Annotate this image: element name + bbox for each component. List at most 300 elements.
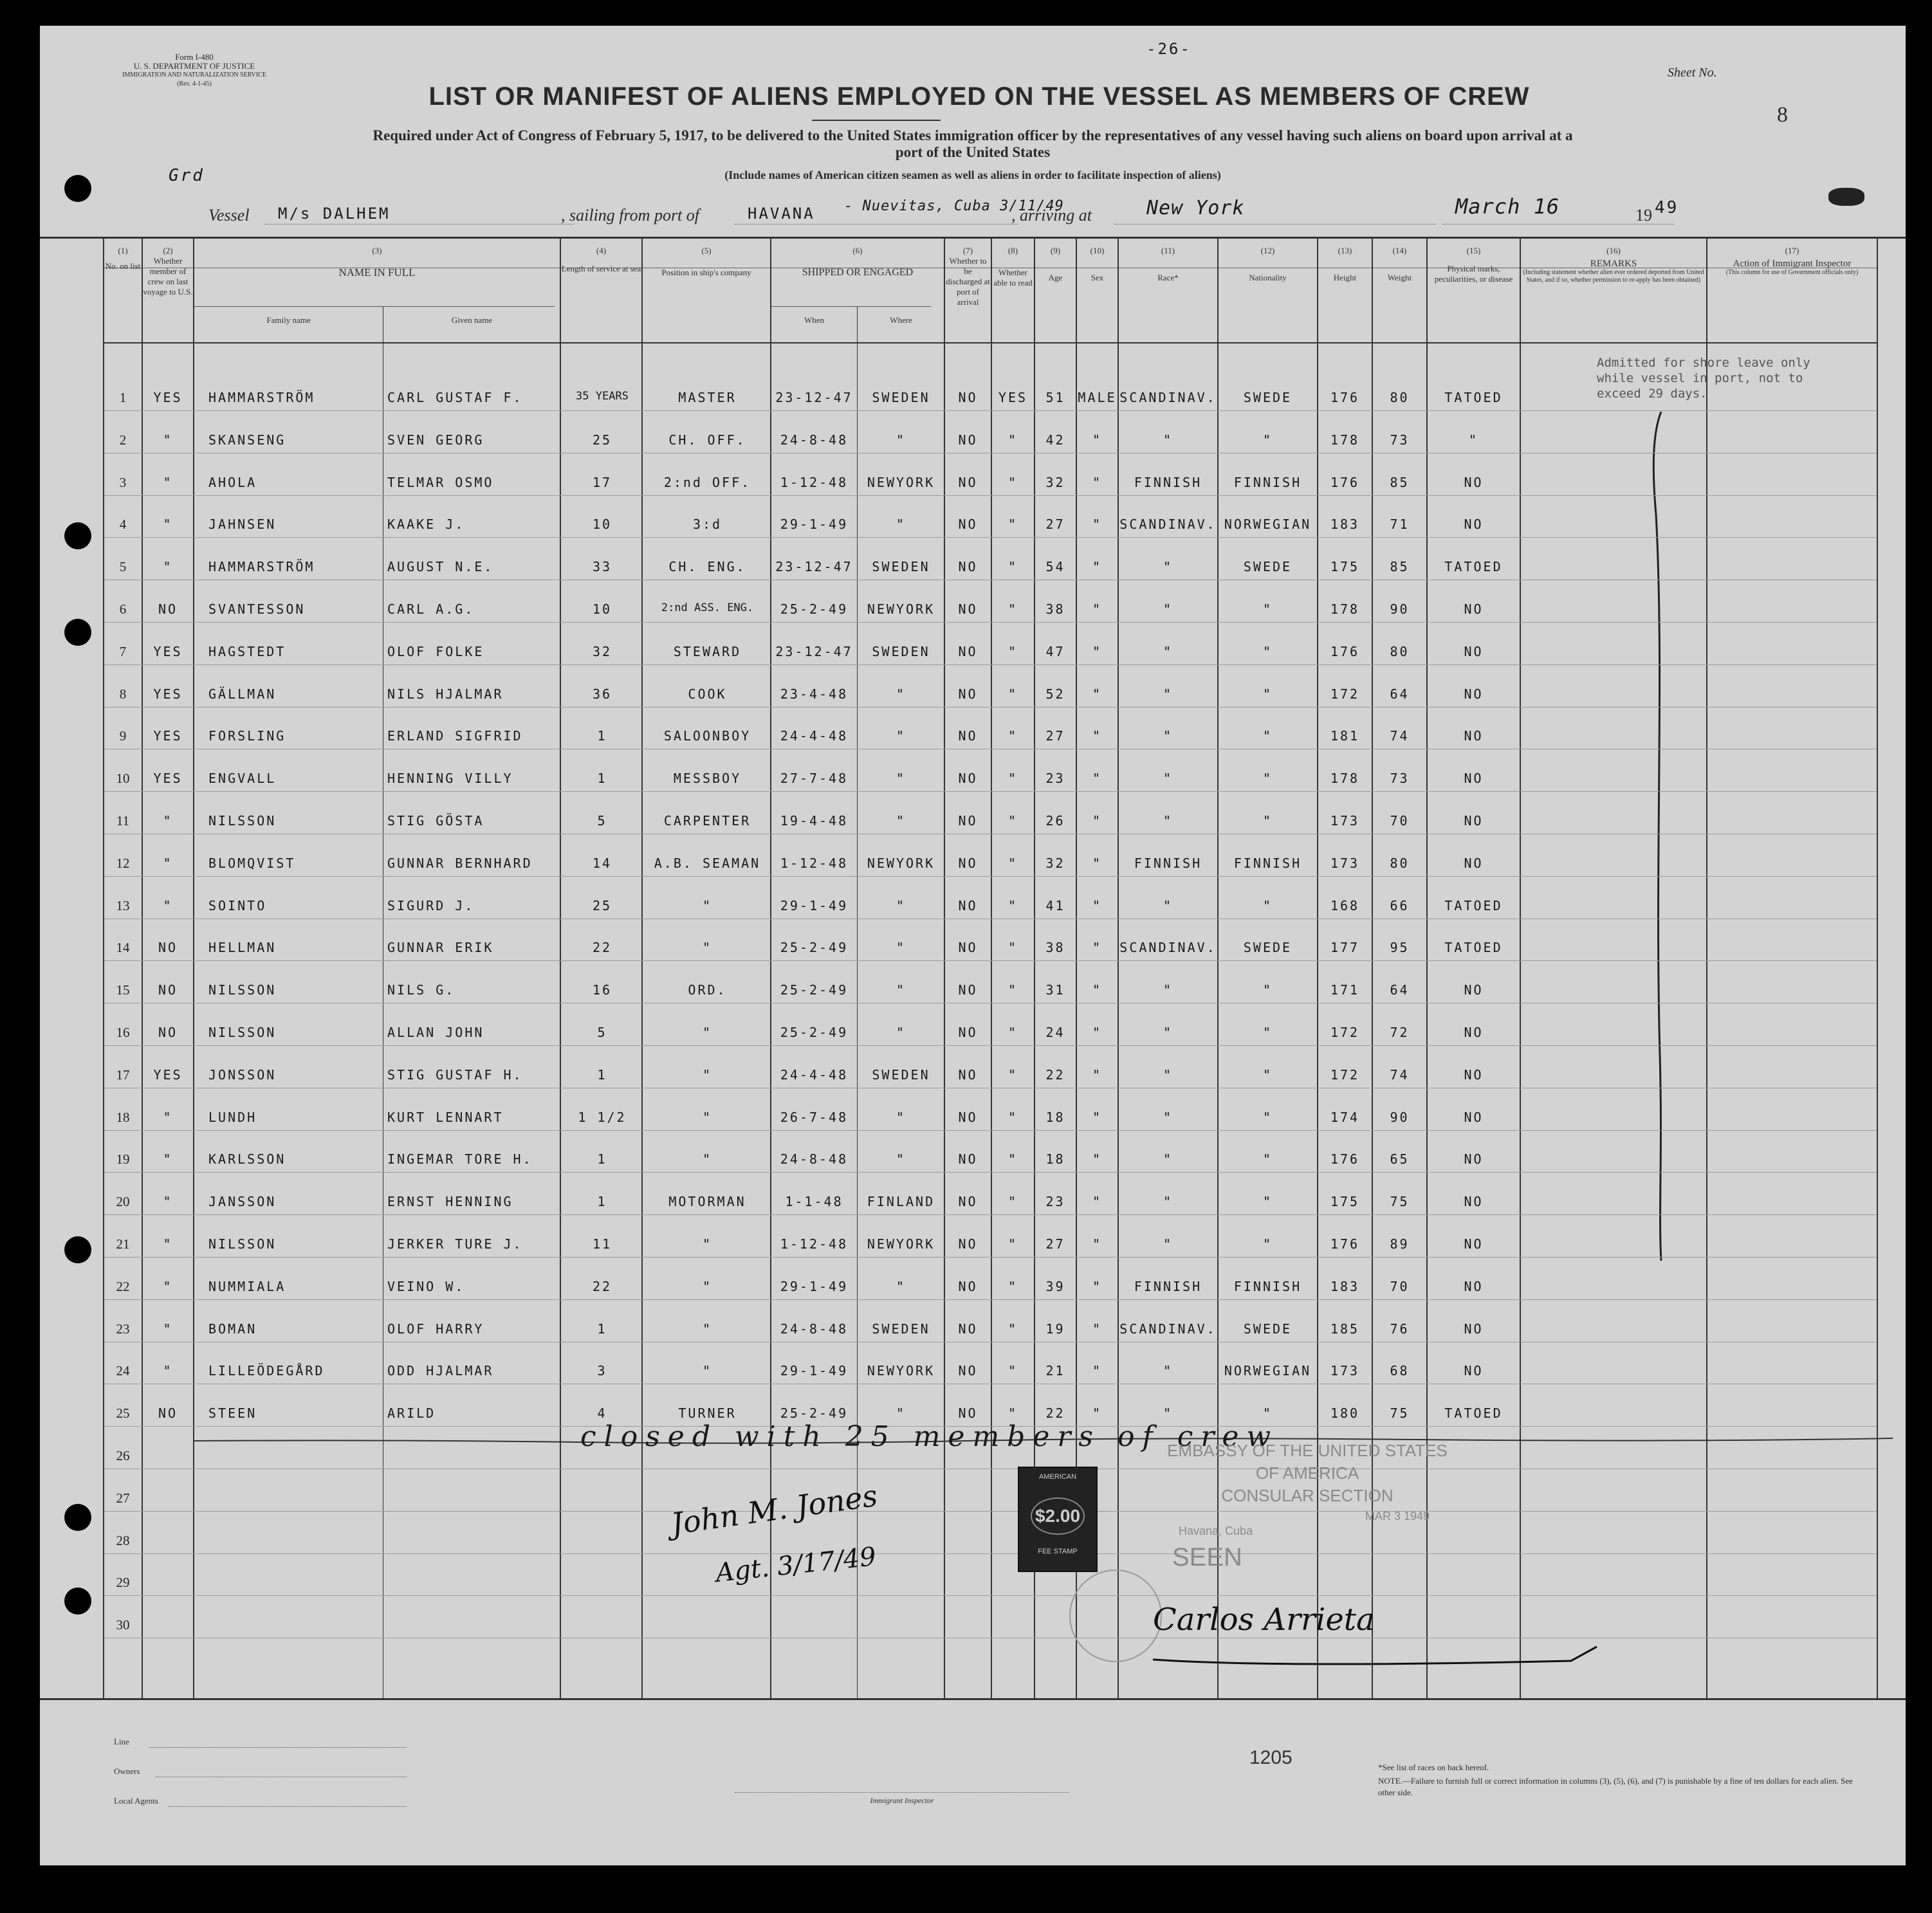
position-cell: SALOONBOY xyxy=(663,728,751,744)
nationality-cell: " xyxy=(1262,771,1273,787)
margin-note: Grd xyxy=(169,166,205,185)
row-rule xyxy=(104,1130,1877,1131)
shipped-where-cell: SWEDEN xyxy=(872,390,930,405)
height-cell: 171 xyxy=(1330,982,1360,998)
discharged-cell: NO xyxy=(958,771,978,787)
physical-marks-cell: NO xyxy=(1464,1278,1484,1294)
last-voyage-cell: NO xyxy=(158,1405,178,1422)
age-cell: 22 xyxy=(1045,1066,1065,1083)
shipped-when-cell: 25-2-49 xyxy=(780,940,849,956)
race-cell: SCANDINAV. xyxy=(1119,940,1217,956)
height-cell: 178 xyxy=(1330,601,1360,617)
age-cell: 31 xyxy=(1045,982,1065,998)
able-to-read-cell: " xyxy=(1007,1151,1018,1167)
weight-cell: 90 xyxy=(1390,601,1410,617)
embassy-line-3: CONSULAR SECTION xyxy=(1221,1486,1394,1505)
weight-cell: 80 xyxy=(1390,390,1410,405)
service-length-cell: 35 YEARS xyxy=(576,390,629,403)
form-id-block xyxy=(111,53,278,89)
sex-cell: " xyxy=(1092,643,1103,659)
age-cell: 26 xyxy=(1045,813,1065,828)
able-to-read-cell: " xyxy=(1007,643,1018,659)
last-voyage-cell: NO xyxy=(158,982,178,998)
discharged-cell: NO xyxy=(958,897,978,913)
nationality-cell: " xyxy=(1262,728,1273,744)
last-voyage-cell: NO xyxy=(158,601,178,617)
row-number: 17 xyxy=(116,1066,130,1083)
sex-cell: " xyxy=(1092,728,1103,744)
nationality-cell: FINNISH xyxy=(1233,474,1302,490)
service-length-cell: 10 xyxy=(592,517,612,533)
row-number: 15 xyxy=(116,982,130,998)
physical-marks-cell: NO xyxy=(1464,982,1484,998)
agents-label: Local Agents xyxy=(114,1796,158,1806)
given-name-cell: HENNING VILLY xyxy=(387,771,513,787)
shipped-when-cell: 26-7-48 xyxy=(780,1109,849,1125)
row-number: 6 xyxy=(119,601,127,617)
height-cell: 176 xyxy=(1330,1151,1360,1167)
discharged-cell: NO xyxy=(958,982,978,998)
position-cell: CARPENTER xyxy=(663,813,751,828)
service-length-cell: 11 xyxy=(592,1236,612,1252)
last-voyage-cell: " xyxy=(163,1151,173,1167)
height-cell: 178 xyxy=(1330,432,1360,448)
age-cell: 21 xyxy=(1045,1363,1065,1379)
shipped-where-cell: SWEDEN xyxy=(872,643,930,659)
when-subheader: When xyxy=(804,315,825,325)
position-cell: " xyxy=(702,1151,713,1167)
sex-cell: " xyxy=(1092,771,1103,787)
col-divider xyxy=(560,237,561,1698)
punch-hole xyxy=(64,1236,91,1263)
able-to-read-cell: " xyxy=(1007,940,1018,956)
footer-note: NOTE.—Failure to furnish full or correct information in columns (3), (5), (6), and (7) is punishable by a fine of ten dollars for each alien. See other side. xyxy=(1378,1776,1853,1797)
age-cell: 41 xyxy=(1045,897,1065,913)
signature-right-underline xyxy=(1153,1621,1603,1685)
service-length-cell: 33 xyxy=(592,559,612,575)
position-cell: STEWARD xyxy=(673,643,742,659)
weight-cell: 64 xyxy=(1390,686,1410,702)
shipped-where-cell: " xyxy=(896,432,906,448)
family-name-cell: BLOMQVIST xyxy=(208,855,296,871)
physical-marks-cell: NO xyxy=(1464,1363,1484,1379)
department-name: U. S. DEPARTMENT OF JUSTICE xyxy=(133,61,255,71)
family-name-cell: NUMMIALA xyxy=(208,1278,286,1294)
nationality-cell: SWEDE xyxy=(1243,559,1293,575)
given-name-cell: ERLAND SIGFRID xyxy=(387,728,523,744)
weight-cell: 95 xyxy=(1390,940,1410,956)
nationality-cell: SWEDE xyxy=(1243,1321,1293,1337)
shipped-when-cell: 25-2-49 xyxy=(780,982,849,998)
sex-cell: " xyxy=(1092,982,1103,998)
height-cell: 178 xyxy=(1330,771,1360,787)
punch-hole xyxy=(64,619,91,646)
shipped-where-cell: " xyxy=(896,897,906,913)
position-cell: MASTER xyxy=(678,390,737,405)
sailing-label: , sailing from port of xyxy=(561,206,700,224)
col-9-header: (9) Age xyxy=(1048,246,1063,282)
discharged-cell: NO xyxy=(958,1151,978,1167)
punch-hole xyxy=(64,1504,91,1531)
row-rule xyxy=(104,1257,1877,1258)
shipped-when-cell: 23-12-47 xyxy=(775,559,853,575)
position-cell: " xyxy=(702,1066,713,1083)
weight-cell: 89 xyxy=(1390,1236,1410,1252)
shipped-when-cell: 1-12-48 xyxy=(780,474,849,490)
col-17-header: (17) Action of Immigrant Inspector (This column for use of Government officials only) xyxy=(1725,246,1859,276)
row-number: 23 xyxy=(116,1321,130,1337)
family-name-cell: HAGSTEDT xyxy=(208,643,286,659)
shipped-where-cell: SWEDEN xyxy=(872,559,930,575)
shipped-when-cell: 24-4-48 xyxy=(780,1066,849,1083)
discharged-cell: NO xyxy=(958,517,978,533)
age-cell: 23 xyxy=(1045,1194,1065,1210)
shipped-when-cell: 24-4-48 xyxy=(780,728,849,744)
family-name-cell: ENGVALL xyxy=(208,771,277,787)
given-name-cell: ALLAN JOHN xyxy=(387,1025,484,1040)
given-name-cell: TELMAR OSMO xyxy=(387,474,494,490)
physical-marks-cell: NO xyxy=(1464,1151,1484,1167)
discharged-cell: NO xyxy=(958,643,978,659)
row-number: 22 xyxy=(116,1278,130,1294)
shipped-where-cell: NEWYORK xyxy=(867,601,935,617)
embassy-seen: SEEN xyxy=(1172,1543,1242,1571)
physical-marks-cell: TATOED xyxy=(1444,390,1503,405)
race-cell: SCANDINAV. xyxy=(1119,390,1217,405)
discharged-cell: NO xyxy=(958,601,978,617)
nationality-cell: " xyxy=(1262,1151,1273,1167)
shipped-when-cell: 29-1-49 xyxy=(780,517,849,533)
discharged-cell: NO xyxy=(958,813,978,828)
given-name-cell: ARILD xyxy=(387,1405,436,1422)
physical-marks-cell: NO xyxy=(1464,643,1484,659)
required-line-2: port of the United States xyxy=(895,144,1051,160)
given-name-cell: OLOF FOLKE xyxy=(387,643,484,659)
age-cell: 22 xyxy=(1045,1405,1065,1422)
vessel-label: Vessel xyxy=(208,206,250,224)
race-cell: " xyxy=(1163,1066,1173,1083)
able-to-read-cell: " xyxy=(1007,1066,1018,1083)
given-name-cell: KURT LENNART xyxy=(387,1109,504,1125)
row-number: 12 xyxy=(116,855,130,871)
service-length-cell: 25 xyxy=(592,432,612,448)
arriving-at: New York xyxy=(1146,197,1245,219)
title-rule xyxy=(812,120,941,121)
col-12-header: (12) Nationality xyxy=(1249,246,1287,282)
last-voyage-cell: NO xyxy=(158,940,178,956)
age-cell: 52 xyxy=(1045,686,1065,702)
able-to-read-cell: " xyxy=(1007,1194,1018,1210)
race-cell: " xyxy=(1163,1405,1173,1422)
col-15-header: (15) Physical marks, peculiarities, or disease xyxy=(1434,246,1513,284)
service-length-cell: 1 xyxy=(597,1321,607,1337)
service-length-cell: 10 xyxy=(592,601,612,617)
discharged-cell: NO xyxy=(958,432,978,448)
row-number: 16 xyxy=(116,1025,130,1040)
position-cell: " xyxy=(702,940,713,956)
shipped-where-cell: FINLAND xyxy=(867,1194,935,1210)
age-cell: 38 xyxy=(1045,940,1065,956)
physical-marks-cell: NO xyxy=(1464,1066,1484,1083)
shipped-where-cell: " xyxy=(896,1278,906,1294)
nationality-cell: SWEDE xyxy=(1243,940,1293,956)
col-divider xyxy=(193,237,194,1698)
shipped-when-cell: 1-12-48 xyxy=(780,855,849,871)
race-cell: " xyxy=(1163,1194,1173,1210)
row-rule xyxy=(104,495,1877,496)
fee-number: 1205 xyxy=(1249,1747,1293,1768)
weight-cell: 73 xyxy=(1390,432,1410,448)
height-cell: 176 xyxy=(1330,390,1360,405)
name-subheader-rule xyxy=(194,306,555,307)
last-voyage-cell: " xyxy=(163,474,173,490)
row-number: 28 xyxy=(116,1532,130,1548)
race-note: *See list of races on back hereof. xyxy=(1378,1762,1489,1772)
shipped-when-cell: 1-1-48 xyxy=(785,1194,843,1210)
row-number: 26 xyxy=(116,1448,130,1463)
position-cell: MOTORMAN xyxy=(668,1194,746,1210)
embassy-date: MAR 3 1949 xyxy=(1365,1510,1430,1523)
age-cell: 32 xyxy=(1045,855,1065,871)
signature-left: John M. Jones xyxy=(668,1478,880,1542)
shipped-when-cell: 1-12-48 xyxy=(780,1236,849,1252)
age-cell: 54 xyxy=(1045,559,1065,575)
able-to-read-cell: " xyxy=(1007,1405,1018,1422)
able-to-read-cell: " xyxy=(1007,1278,1018,1294)
shore-leave-stamp: Admitted for shore leave only while vessel in port, not to exceed 29 days. xyxy=(1597,356,1810,401)
family-name-cell: GÄLLMAN xyxy=(208,686,277,702)
given-name-cell: JERKER TURE J. xyxy=(387,1236,523,1252)
physical-marks-cell: NO xyxy=(1464,1321,1484,1337)
nationality-cell: " xyxy=(1262,432,1273,448)
row-rule xyxy=(104,1553,1877,1554)
sex-cell: " xyxy=(1092,1066,1103,1083)
position-cell: 2:nd OFF. xyxy=(663,474,751,490)
position-cell: " xyxy=(702,1278,713,1294)
physical-marks-cell: NO xyxy=(1464,686,1484,702)
able-to-read-cell: " xyxy=(1007,897,1018,913)
shipped-subheader-rule xyxy=(770,306,931,307)
ink-blot xyxy=(1828,188,1864,206)
row-number: 19 xyxy=(116,1151,130,1167)
sex-cell: " xyxy=(1092,1151,1103,1167)
nationality-cell: FINNISH xyxy=(1233,855,1302,871)
row-number: 30 xyxy=(116,1617,130,1633)
col-divider xyxy=(1706,237,1707,1698)
row-rule xyxy=(104,1045,1877,1046)
height-cell: 176 xyxy=(1330,474,1360,490)
sex-cell: " xyxy=(1092,601,1103,617)
shipped-where-cell: NEWYORK xyxy=(867,855,935,871)
shipped-where-cell: " xyxy=(896,517,906,533)
remarks-ditto-line xyxy=(1648,412,1674,1267)
row-number: 7 xyxy=(119,643,127,659)
given-name-cell: VEINO W. xyxy=(387,1278,465,1294)
race-cell: " xyxy=(1163,559,1173,575)
last-voyage-cell: YES xyxy=(153,1066,183,1083)
shipped-where-cell: NEWYORK xyxy=(867,1236,935,1252)
shipped-when-cell: 29-1-49 xyxy=(780,1363,849,1379)
inspector-label: Immigrant Inspector xyxy=(870,1796,934,1805)
family-name-cell: NILSSON xyxy=(208,813,277,828)
family-name-subheader: Family name xyxy=(266,315,311,325)
position-cell: 3:d xyxy=(692,517,722,533)
weight-cell: 71 xyxy=(1390,517,1410,533)
physical-marks-cell: NO xyxy=(1464,1236,1484,1252)
given-name-cell: ERNST HENNING xyxy=(387,1194,513,1210)
signature-right: Carlos Arrieta xyxy=(1153,1602,1375,1638)
service-length-cell: 1 xyxy=(597,771,607,787)
row-number: 14 xyxy=(116,940,130,956)
family-name-cell: NILSSON xyxy=(208,1025,277,1040)
nationality-cell: " xyxy=(1262,686,1273,702)
family-name-cell: SKANSENG xyxy=(208,432,286,448)
col-4-header: (4) Length of service at sea xyxy=(561,246,641,273)
given-name-cell: AUGUST N.E. xyxy=(387,559,494,575)
col-10-header: (10) Sex xyxy=(1090,246,1105,282)
vessel-name: M/s DALHEM xyxy=(278,205,391,223)
where-subheader: Where xyxy=(890,315,912,325)
weight-cell: 80 xyxy=(1390,855,1410,871)
position-cell: 2:nd ASS. ENG. xyxy=(661,601,754,614)
age-cell: 18 xyxy=(1045,1109,1065,1125)
family-name-cell: SVANTESSON xyxy=(208,601,306,617)
table-top-border xyxy=(40,237,1906,239)
discharged-cell: NO xyxy=(958,1321,978,1337)
sex-cell: " xyxy=(1092,855,1103,871)
race-cell: " xyxy=(1163,686,1173,702)
col-divider xyxy=(770,237,771,1698)
shipped-where-cell: SWEDEN xyxy=(872,1066,930,1083)
row-number: 10 xyxy=(116,771,130,787)
height-cell: 176 xyxy=(1330,1236,1360,1252)
embassy-location: Havana, Cuba xyxy=(1179,1524,1253,1537)
last-voyage-cell: " xyxy=(163,813,173,828)
race-cell: " xyxy=(1163,601,1173,617)
physical-marks-cell: NO xyxy=(1464,771,1484,787)
height-cell: 168 xyxy=(1330,897,1360,913)
height-cell: 172 xyxy=(1330,1066,1360,1083)
nationality-cell: " xyxy=(1262,601,1273,617)
weight-cell: 74 xyxy=(1390,1066,1410,1083)
age-cell: 19 xyxy=(1045,1321,1065,1337)
shipped-where-cell: " xyxy=(896,1151,906,1167)
last-voyage-cell: YES xyxy=(153,771,183,787)
family-name-cell: JANSSON xyxy=(208,1194,277,1210)
weight-cell: 75 xyxy=(1390,1405,1410,1422)
sex-cell: " xyxy=(1092,686,1103,702)
discharged-cell: NO xyxy=(958,1066,978,1083)
able-to-read-cell: " xyxy=(1007,601,1018,617)
discharged-cell: NO xyxy=(958,728,978,744)
given-name-cell: STIG GÖSTA xyxy=(387,813,484,828)
last-voyage-cell: YES xyxy=(153,643,183,659)
family-name-cell: BOMAN xyxy=(208,1321,257,1337)
service-length-cell: 16 xyxy=(592,982,612,998)
discharged-cell: NO xyxy=(958,686,978,702)
last-voyage-cell: " xyxy=(163,1109,173,1125)
sex-cell: " xyxy=(1092,517,1103,533)
arrival-date: March 16 xyxy=(1455,194,1560,219)
col-divider xyxy=(1118,237,1119,1698)
race-cell: " xyxy=(1163,1236,1173,1252)
family-name-cell: LILLEÖDEGÅRD xyxy=(208,1363,325,1379)
last-voyage-cell: NO xyxy=(158,1025,178,1040)
physical-marks-cell: TATOED xyxy=(1444,1405,1503,1422)
service-length-cell: 22 xyxy=(592,1278,612,1294)
manifest-sheet xyxy=(40,26,1906,1865)
shipped-where-cell: " xyxy=(896,686,906,702)
sheet-label: Sheet No. xyxy=(1668,66,1717,80)
last-voyage-cell: " xyxy=(163,1363,173,1379)
family-name-cell: HAMMARSTRÖM xyxy=(208,559,315,575)
postmark-circle xyxy=(1069,1570,1162,1662)
col-divider xyxy=(991,237,992,1698)
family-name-cell: NILSSON xyxy=(208,1236,277,1252)
race-cell: " xyxy=(1163,728,1173,744)
height-cell: 175 xyxy=(1330,1194,1360,1210)
age-cell: 27 xyxy=(1045,1236,1065,1252)
service-length-cell: 1 1/2 xyxy=(578,1109,627,1125)
shipped-when-cell: 24-8-48 xyxy=(780,1321,849,1337)
sheet-number: 8 xyxy=(1777,103,1788,127)
family-name-cell: STEEN xyxy=(208,1405,257,1422)
able-to-read-cell: " xyxy=(1007,559,1018,575)
position-cell: CH. ENG. xyxy=(668,559,746,575)
row-number: 20 xyxy=(116,1194,130,1210)
row-rule xyxy=(104,664,1877,665)
weight-cell: 85 xyxy=(1390,474,1410,490)
last-voyage-cell: YES xyxy=(153,390,183,405)
closing-line: closed with 25 members of crew xyxy=(580,1420,1279,1453)
race-cell: " xyxy=(1163,643,1173,659)
row-number: 2 xyxy=(119,432,127,448)
race-cell: " xyxy=(1163,813,1173,828)
height-cell: 183 xyxy=(1330,1278,1360,1294)
service-length-cell: 5 xyxy=(597,813,607,828)
shipped-where-cell: " xyxy=(896,1025,906,1040)
age-cell: 47 xyxy=(1045,643,1065,659)
shipped-when-cell: 25-2-49 xyxy=(780,1025,849,1040)
shipped-where-cell: " xyxy=(896,813,906,828)
service-length-cell: 1 xyxy=(597,1066,607,1083)
weight-cell: 76 xyxy=(1390,1321,1410,1337)
physical-marks-cell: NO xyxy=(1464,1025,1484,1040)
discharged-cell: NO xyxy=(958,940,978,956)
row-number: 24 xyxy=(116,1363,130,1379)
able-to-read-cell: YES xyxy=(998,390,1028,405)
col-divider xyxy=(103,237,104,1698)
col-divider xyxy=(641,237,643,1698)
col-5-header: (5) Position in ship's company xyxy=(661,246,751,277)
col-3-header: (3) NAME IN FULL xyxy=(338,246,416,279)
col-divider xyxy=(944,237,945,1698)
given-name-cell: SIGURD J. xyxy=(387,897,475,913)
able-to-read-cell: " xyxy=(1007,517,1018,533)
nationality-cell: " xyxy=(1262,1066,1273,1083)
age-cell: 51 xyxy=(1045,390,1065,405)
year-prefix: 19 xyxy=(1635,206,1652,224)
col-divider xyxy=(1877,237,1878,1698)
sex-cell: " xyxy=(1092,897,1103,913)
shipped-when-cell: 19-4-48 xyxy=(780,813,849,828)
race-cell: SCANDINAV. xyxy=(1119,517,1217,533)
embassy-stamp xyxy=(1146,1441,1468,1572)
physical-marks-cell: NO xyxy=(1464,601,1484,617)
position-cell: ORD. xyxy=(688,982,727,998)
family-name-cell: HAMMARSTRÖM xyxy=(208,390,315,405)
signature-left-date: Agt. 3/17/49 xyxy=(714,1542,878,1588)
